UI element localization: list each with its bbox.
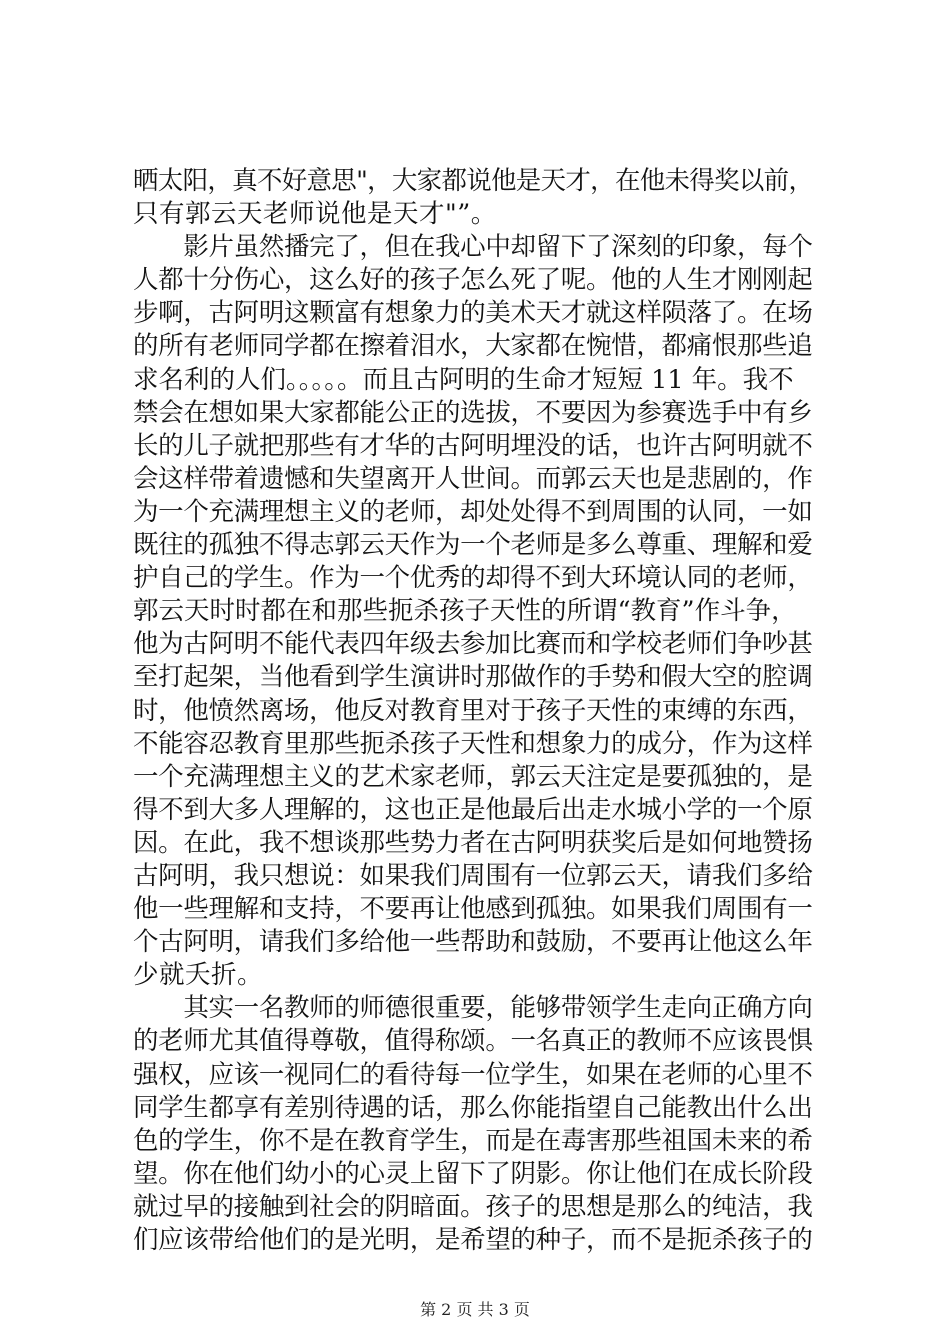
text-line: 长的儿子就把那些有才华的古阿明埋没的话，也许古阿明就不 [133, 430, 813, 461]
text-line: 古阿明，我只想说：如果我们周围有一位郭云天，请我们多给 [133, 860, 813, 891]
text-line: 就过早的接触到社会的阴暗面。孩子的思想是那么的纯洁，我 [133, 1191, 813, 1222]
text-line: 会这样带着遗憾和失望离开人世间。而郭云天也是悲剧的，作 [133, 463, 813, 494]
text-line: 晒太阳，真不好意思"，大家都说他是天才，在他未得奖以前， [133, 166, 813, 196]
text-line: 只有郭云天老师说他是天才"”。 [133, 199, 497, 230]
text-line: 们应该带给他们的是光明，是希望的种子，而不是扼杀孩子的 [133, 1225, 813, 1255]
text-line: 他为古阿明不能代表四年级去参加比赛而和学校老师们争吵甚 [133, 629, 813, 660]
text-line: 影片虽然播完了，但在我心中却留下了深刻的印象，每个 [133, 232, 813, 263]
text-line: 因。在此，我不想谈那些势力者在古阿明获奖后是如何地赞扬 [133, 827, 813, 858]
text-line: 色的学生，你不是在教育学生，而是在毒害那些祖国未来的希 [133, 1125, 813, 1156]
page-footer: 第 2 页 共 3 页 [420, 1300, 530, 1319]
text-line: 强权，应该一视同仁的看待每一位学生，如果在老师的心里不 [133, 1059, 813, 1090]
text-line: 的所有老师同学都在擦着泪水，大家都在惋惜，都痛恨那些追 [133, 331, 813, 362]
text-line: 人都十分伤心，这么好的孩子怎么死了呢。他的人生才刚刚起 [133, 265, 813, 296]
text-line: 其实一名教师的师德很重要，能够带领学生走向正确方向 [133, 993, 813, 1024]
text-line: 他一些理解和支持，不要再让他感到孤独。如果我们周围有一 [133, 894, 813, 925]
text-line: 至打起架，当他看到学生演讲时那做作的手势和假大空的腔调 [133, 662, 813, 693]
text-line: 既往的孤独不得志郭云天作为一个老师是多么尊重、理解和爱 [133, 530, 813, 561]
text-line: 护自己的学生。作为一个优秀的却得不到大环境认同的老师， [133, 563, 813, 594]
text-line: 得不到大多人理解的，这也正是他最后出走水城小学的一个原 [133, 794, 813, 825]
text-line: 的老师尤其值得尊敬，值得称颂。一名真正的教师不应该畏惧 [133, 1026, 813, 1057]
text-line: 郭云天时时都在和那些扼杀孩子天性的所谓“教育”作斗争， [133, 596, 797, 627]
text-line: 一个充满理想主义的艺术家老师，郭云天注定是要孤独的，是 [133, 761, 813, 792]
text-line: 禁会在想如果大家都能公正的选拔，不要因为参赛选手中有乡 [133, 397, 813, 428]
text-line: 同学生都享有差别待遇的话，那么你能指望自己能教出什么出 [133, 1092, 813, 1123]
text-line: 求名利的人们。。。。。而且古阿明的生命才短短 11 年。我不 [133, 364, 794, 395]
body-text [133, 165, 813, 1257]
text-line: 为一个充满理想主义的老师，却处处得不到周围的认同，一如 [133, 496, 813, 527]
text-line: 少就夭折。 [133, 960, 264, 991]
text-line: 个古阿明，请我们多给他一些帮助和鼓励，不要再让他这么年 [133, 927, 813, 958]
text-line: 望。你在他们幼小的心灵上留下了阴影。你让他们在成长阶段 [133, 1158, 813, 1189]
text-line: 步啊，古阿明这颗富有想象力的美术天才就这样陨落了。在场 [133, 298, 813, 329]
text-line: 时，他愤然离场，他反对教育里对于孩子天性的束缚的东西， [133, 695, 813, 726]
text-line: 不能容忍教育里那些扼杀孩子天性和想象力的成分，作为这样 [133, 728, 813, 759]
